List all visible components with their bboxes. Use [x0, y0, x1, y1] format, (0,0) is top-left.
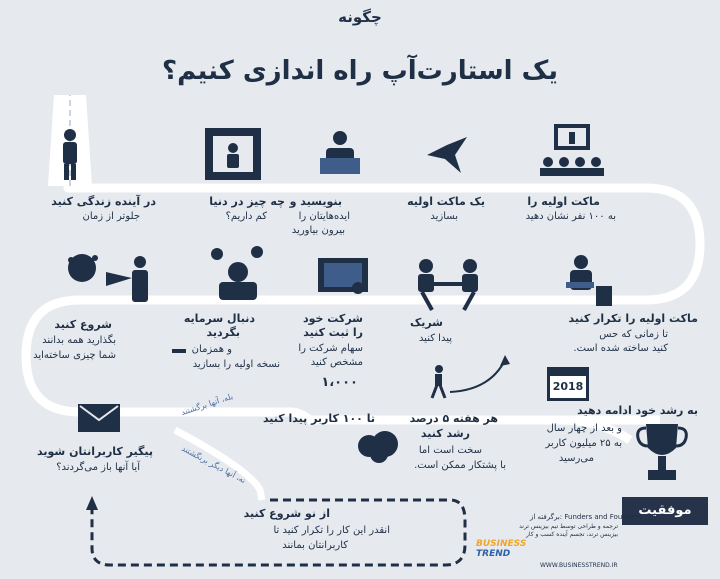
step-funding-sub1: و همزمان	[191, 344, 232, 355]
footer-credits	[488, 523, 618, 539]
step-funding-sub2: نسخه اولیه را بسازید	[192, 359, 280, 370]
step-weekly-sub2: با پشتکار ممکن است.	[414, 460, 506, 471]
walking-person-icon	[428, 365, 448, 399]
footer-url: WWW.BUSINESSTREND.IR	[540, 562, 618, 569]
step-weekly-sub1: سخت است اما	[418, 445, 482, 456]
page-title: یک استارت‌آپ راه اندازی کنیم؟	[161, 56, 559, 86]
step-world-head: چه چیز در دنیا	[209, 195, 285, 208]
branch-no-label: نه، آنها دیگر برنگشتند	[180, 443, 248, 486]
source-credit: برگرفته از: Funders and Founders	[530, 513, 642, 521]
step-future-head: در آینده زندگی کنید	[51, 195, 156, 208]
megaphone-announce-icon	[62, 250, 152, 310]
step-show-head: ماکت اولیه را	[527, 195, 600, 208]
footer-line1: ترجمه و طراحی توسط تیم بیزینس ترند	[519, 523, 618, 530]
calendar-icon: 2018	[547, 367, 589, 401]
footer-line2: بیزینس ترند، تجسم آینده کسب و کار	[525, 531, 618, 538]
step-future-sub: جلوتر از زمان	[82, 211, 140, 222]
step-write-head: بنویسید و	[289, 195, 342, 208]
step-iterate-head: ماکت اولیه را تکرار کنید	[568, 312, 698, 325]
step-grow-sub2: به ۲۵ میلیون کاربر	[545, 438, 622, 449]
step-iterate-sub2: کنید ساخته شده است.	[573, 343, 668, 354]
step-company-sub1: سهام شرکت را	[298, 343, 363, 354]
step-start-head: شروع کنید	[54, 318, 112, 331]
step-world-sub: کم داریم؟	[225, 211, 267, 222]
step-company-head1: شرکت خود	[302, 312, 363, 325]
step-start-sub1: بگذارید همه بدانند	[42, 335, 116, 346]
presentation-icon	[540, 122, 604, 178]
step-funding-head1: دنبال سرمایه	[183, 312, 255, 325]
step-prototype-sub: بسازید	[430, 211, 458, 222]
success-box: موفقیت	[622, 497, 708, 525]
branch-yes-label: بله، آنها برگشتند	[179, 391, 235, 418]
laptop-writer-icon	[318, 130, 362, 180]
step-funding-head2: بگردید	[206, 326, 240, 339]
partners-table-icon	[412, 256, 484, 312]
brand-logo-a: BUSINESS	[476, 539, 527, 549]
certificate-icon	[318, 258, 368, 298]
step-partner-sub: پیدا کنید	[418, 333, 452, 344]
step-weekly-head2: رشد کنید	[420, 427, 470, 440]
step-company-sub2: مشخص کنید	[310, 357, 363, 368]
step-followup-head: پیگیر کاربرانتان شوید	[37, 445, 153, 458]
iterating-person-icon	[566, 252, 616, 308]
step-start-sub2: شما چیزی ساخته‌اید	[33, 350, 116, 361]
step-restart-sub2: کاربرانتان بمانند	[282, 540, 348, 551]
framed-person-icon	[205, 128, 261, 180]
step-grow-sub1: و بعد از چهار سال	[546, 423, 622, 434]
brand-logo-b: TREND	[476, 549, 511, 559]
step-partner-head: شریک	[409, 316, 443, 329]
step-restart-head: از نو شروع کنید	[243, 507, 330, 520]
step-restart-sub1: انقدر این کار را تکرار کنید تا	[273, 525, 390, 536]
brand-logo	[476, 539, 526, 559]
trophy-icon	[636, 420, 688, 490]
step-company-head2: را ثبت کنید	[303, 326, 363, 339]
step-grow-sub3: می‌رسید	[558, 453, 594, 464]
person-on-road-icon	[55, 128, 85, 183]
mail-envelope-icon	[78, 404, 120, 432]
frustration-cloud-icon	[355, 430, 401, 464]
step-weekly-head1: هر هفته ۵ درصد	[409, 412, 498, 425]
step-write-sub2: بیرون بیاورید	[291, 225, 345, 236]
step-iterate-sub1: تا زمانی که حس	[599, 329, 668, 340]
step-followup-sub: آیا آنها باز می‌گردند؟	[56, 462, 140, 473]
step-company-amount: ۱،۰۰۰	[321, 375, 358, 390]
step-show-sub: به ۱۰۰ نفر نشان دهید	[525, 211, 616, 222]
step-write-sub1: ایده‌هایتان را	[298, 211, 350, 222]
step-prototype-head: یک ماکت اولیه	[407, 195, 485, 208]
thinking-investor-icon	[205, 246, 271, 304]
step-users100-head: تا ۱۰۰ کاربر پیدا کنید	[262, 412, 375, 425]
origami-bird-icon	[425, 135, 469, 175]
step-grow-head: به رشد خود ادامه دهید	[577, 404, 698, 417]
title-small: چگونه	[338, 8, 382, 26]
